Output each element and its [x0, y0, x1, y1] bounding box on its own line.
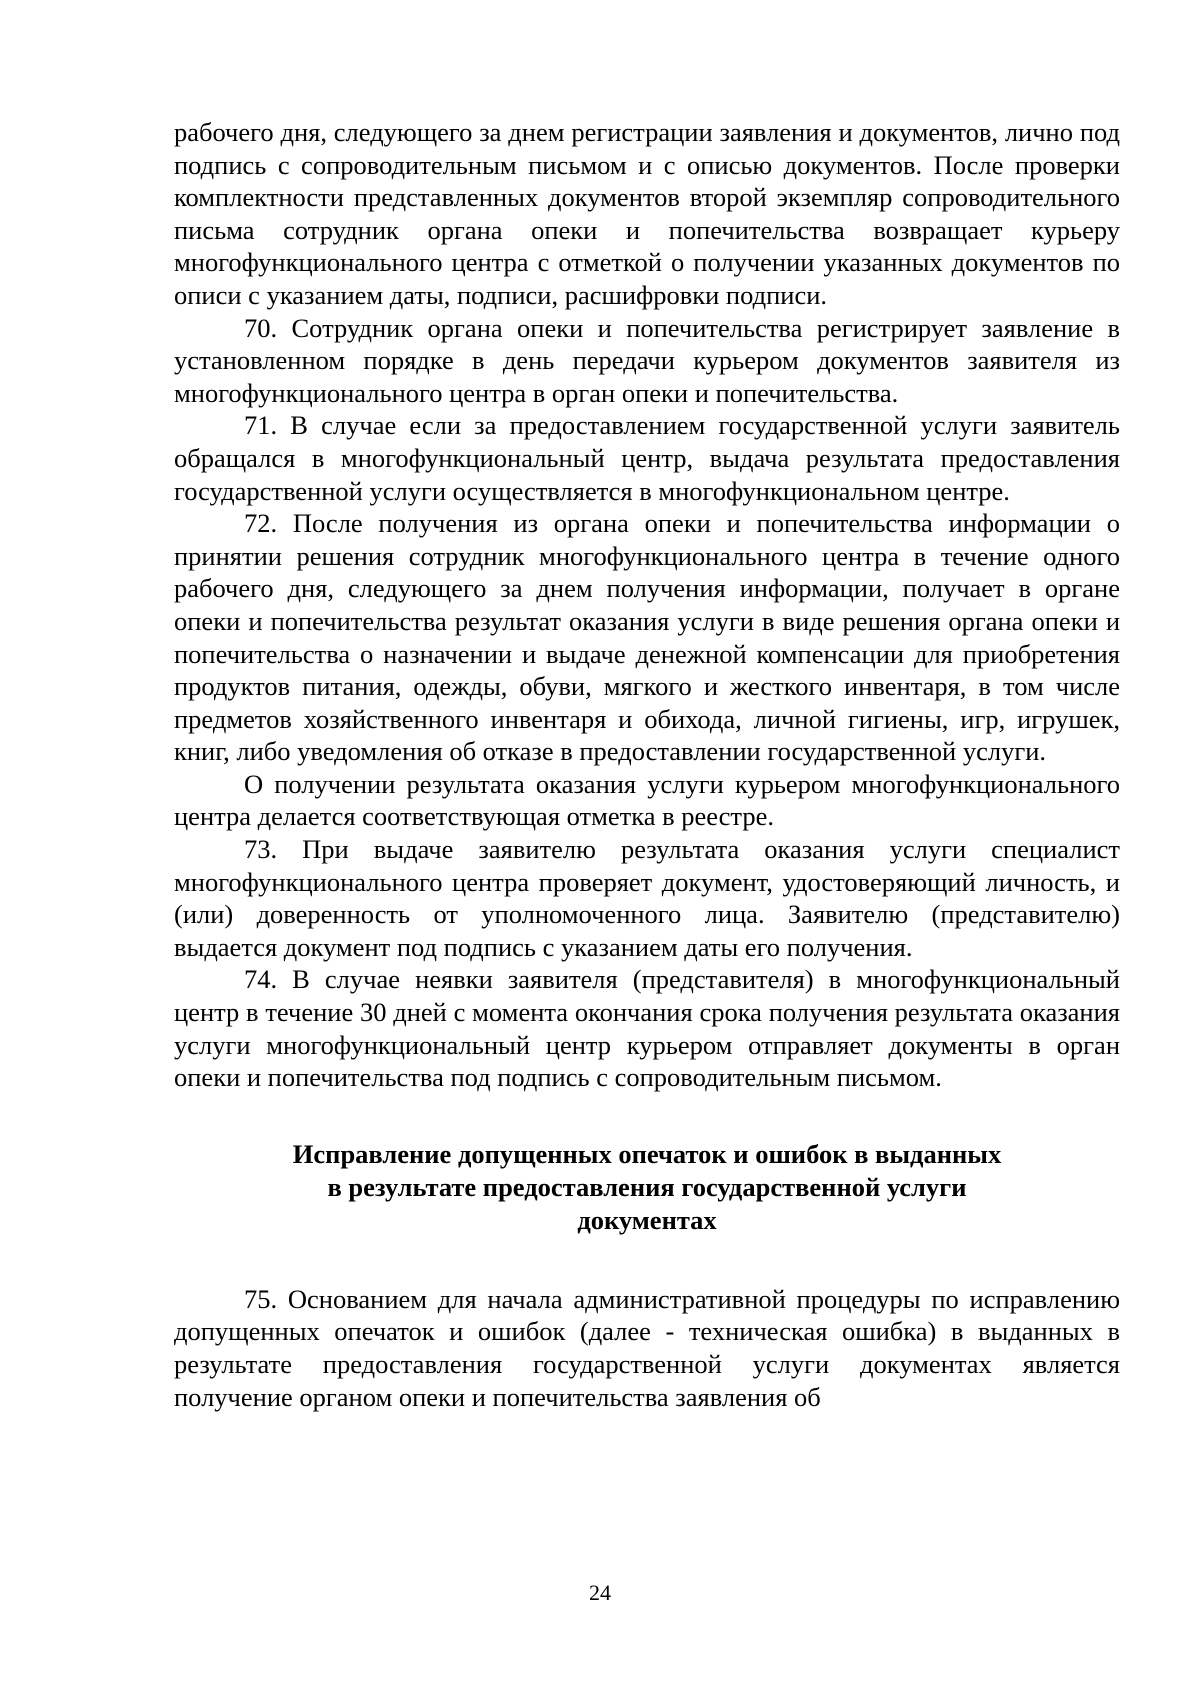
paragraph-74: 74. В случае неявки заявителя (представителя) в многофункциональный центр в течение 30 дней с момента окончания срока получения результата оказания услуги многофункциональный центр курьером отправляет документы в орган опеки и попечительства под подпись с сопроводительным письмом. [174, 964, 1120, 1093]
document-page [174, 116, 1120, 1413]
paragraph-75: 75. Основанием для начала административной процедуры по исправлению допущенных опечаток и ошибок (далее - техническая ошибка) в выданных в результате предоставления государственной услуги документах является получение органом опеки и попечительства заявления об [174, 1283, 1120, 1412]
page-number: 24 [589, 1580, 611, 1605]
paragraph-70: 70. Сотрудник органа опеки и попечительства регистрирует заявление в установленном порядке в день передачи курьером документов заявителя из многофункционального центра в орган опеки и попечительства. [174, 312, 1120, 408]
paragraph-72: 72. После получения из органа опеки и попечительства информации о принятии решения сотрудник многофункционального центра в течение одного рабочего дня, следующего за днем получения информации, получает в органе опеки и попечительства результат оказания услуги в виде решения органа опеки и попечительства о назначении и выдаче денежной компенсации для приобретения продуктов питания, одежды, обуви, мягкого и жесткого инвентаря, в том числе предметов хозяйственного инвентаря и обихода, личной гигиены, игр, игрушек, книг, либо уведомления об отказе в предоставлении государственной услуги. [174, 508, 1120, 767]
section-heading-line: в результате предоставления государственной услуги [327, 1171, 967, 1202]
paragraph-73: 73. При выдаче заявителю результата оказания услуги специалист многофункционального центра проверяет документ, удостоверяющий личность, и (или) доверенность от уполномоченного лица. Заявителю (представителю) выдается документ под подпись с указанием даты его получения. [174, 834, 1120, 962]
paragraph-72-registry-note: О получении результата оказания услуги курьером многофункционального центра делается соответствующая отметка в реестре. [174, 768, 1120, 832]
paragraph-71: 71. В случае если за предоставлением государственной услуги заявитель обращался в многофункциональный центр, выдача результата предоставления государственной услуги осуществляется в многофункциональном центре. [174, 410, 1120, 506]
paragraph-continuation: рабочего дня, следующего за днем регистрации заявления и документов, лично под подпись с сопроводительным письмом и с описью документов. После проверки комплектности представленных документов второй экземпляр сопроводительного письма сотрудник органа опеки и попечительства возвращает курьеру многофункционального центра с отметкой о получении указанных документов по описи с указанием даты, подписи, расшифровки подписи. [174, 117, 1120, 310]
section-heading-line: документах [577, 1204, 717, 1235]
section-heading-line: Исправление допущенных опечаток и ошибок в выданных [292, 1138, 1002, 1169]
section-heading [174, 1138, 1120, 1237]
